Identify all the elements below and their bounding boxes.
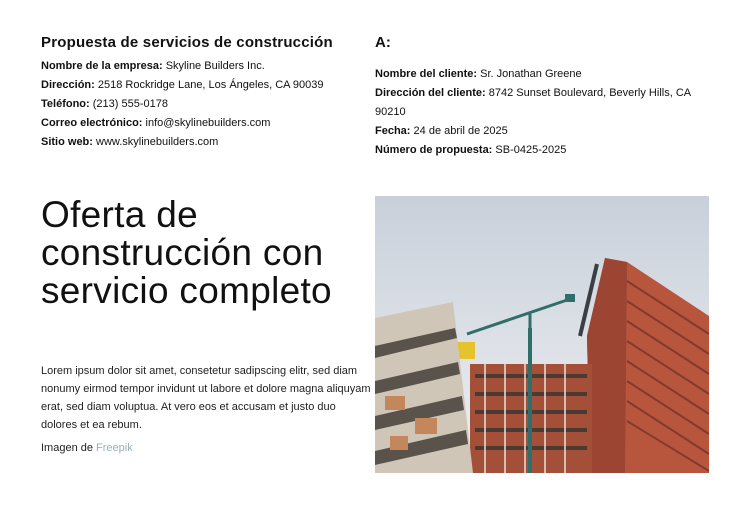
offer-headline: Oferta de construcción con servicio completo [41, 194, 332, 311]
company-name-row [41, 57, 371, 76]
client-name-value: Sr. Jonathan Greene [480, 68, 582, 80]
document-title: Propuesta de servicios de construcción [41, 34, 333, 51]
company-email-label: Correo electrónico: [41, 117, 143, 129]
client-name-label: Nombre del cliente: [375, 68, 478, 80]
client-name-row [375, 65, 709, 84]
freepik-link[interactable]: Freepik [96, 442, 133, 454]
company-name-label: Nombre de la empresa: [41, 60, 163, 72]
proposal-date-value: 24 de abril de 2025 [413, 125, 508, 137]
client-address-row [375, 84, 709, 122]
proposal-date-row [375, 122, 709, 141]
image-credit-prefix: Imagen de [41, 442, 93, 454]
offer-description: Lorem ipsum dolor sit amet, consetetur sadipscing elitr, sed diam nonumy eirmod tempor invidunt ut labore et dolore magna aliquyam erat, sed diam voluptua. At vero eos et accusam et justo duo dolores et ea rebum. [41, 365, 371, 431]
client-address-label: Dirección del cliente: [375, 87, 486, 99]
company-address-row [41, 76, 371, 95]
image-credit [41, 440, 133, 456]
company-phone-value: (213) 555-0178 [92, 98, 168, 110]
company-info-block [41, 34, 371, 152]
proposal-number-label: Número de propuesta: [375, 144, 493, 156]
company-address-label: Dirección: [41, 79, 95, 91]
company-email-row [41, 114, 371, 133]
proposal-number-row [375, 141, 709, 160]
construction-illustration [375, 196, 709, 473]
company-website-label: Sitio web: [41, 136, 93, 148]
recipient-heading: A: [375, 34, 391, 51]
proposal-date-label: Fecha: [375, 125, 411, 137]
client-info-block [375, 34, 709, 160]
client-address-value: 8742 Sunset Boulevard, Beverly Hills, CA 90210 [375, 87, 691, 118]
proposal-number-value: SB-0425-2025 [495, 144, 567, 156]
company-phone-label: Teléfono: [41, 98, 90, 110]
company-email-value: info@skylinebuilders.com [145, 117, 271, 129]
construction-site-photo [375, 196, 709, 473]
company-website-row [41, 133, 371, 152]
company-name-value: Skyline Builders Inc. [165, 60, 265, 72]
company-address-value: 2518 Rockridge Lane, Los Ángeles, CA 90039 [97, 79, 324, 91]
company-website-value: www.skylinebuilders.com [96, 136, 219, 148]
company-phone-row [41, 95, 371, 114]
